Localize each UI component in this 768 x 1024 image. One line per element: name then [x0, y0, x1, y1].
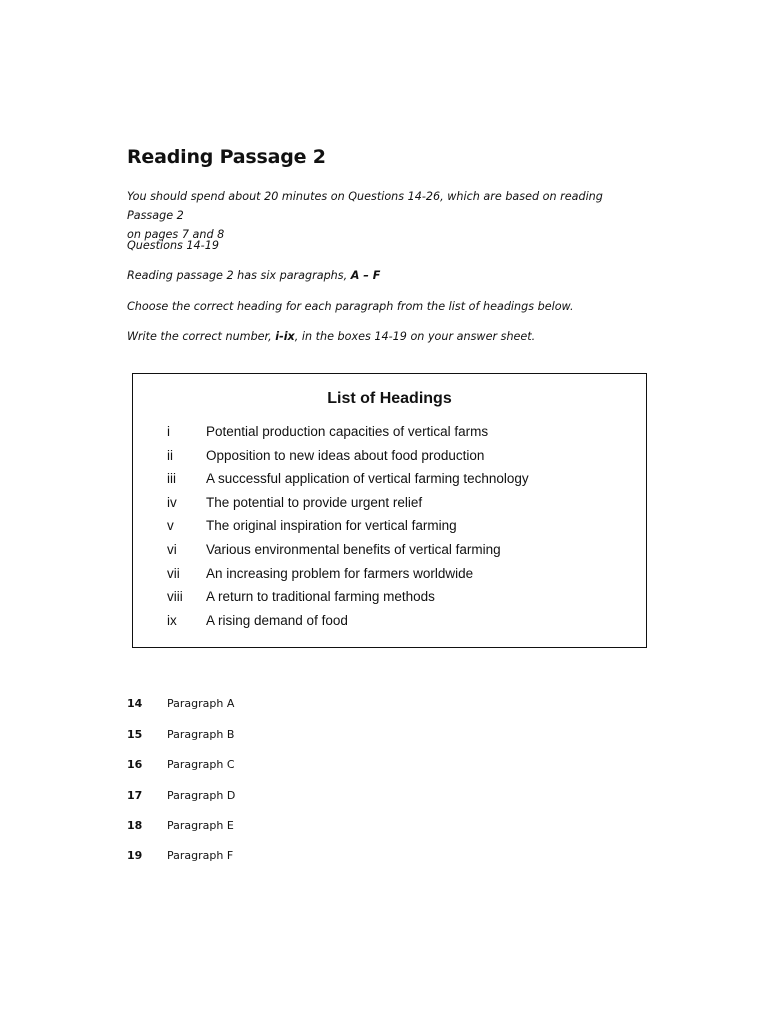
question-text: Paragraph C: [167, 758, 235, 771]
heading-text: Various environmental benefits of vertical farming: [206, 542, 501, 557]
heading-number: iii: [167, 471, 176, 486]
heading-number: iv: [167, 495, 177, 510]
time-instruction-line1: You should spend about 20 minutes on Questions 14-26, which are based on reading Passage 2: [127, 190, 603, 222]
write-instruction-suffix: , in the boxes 14-19 on your answer sheet.: [294, 330, 536, 343]
heading-text: A return to traditional farming methods: [206, 589, 435, 604]
question-number: 14: [127, 697, 143, 710]
heading-text: A successful application of vertical farming technology: [206, 471, 529, 486]
heading-number: i: [167, 424, 170, 439]
question-number: 15: [127, 728, 143, 741]
question-number: 16: [127, 758, 143, 771]
heading-text: A rising demand of food: [206, 613, 348, 628]
heading-text: The potential to provide urgent relief: [206, 495, 423, 510]
heading-number: vii: [167, 566, 180, 581]
heading-number: viii: [167, 589, 183, 604]
write-instruction: [127, 327, 647, 346]
question-text: Paragraph A: [167, 697, 235, 710]
page-title: Reading Passage 2: [127, 146, 326, 168]
heading-text: Potential production capacities of vertical farms: [206, 424, 489, 439]
heading-text: An increasing problem for farmers worldwide: [206, 566, 474, 581]
paragraphs-instruction-text: Reading passage 2 has six paragraphs,: [127, 269, 351, 282]
heading-number: v: [167, 518, 174, 533]
question-text: Paragraph E: [167, 819, 234, 832]
headings-box: [132, 373, 647, 648]
question-text: Paragraph B: [167, 728, 235, 741]
paragraphs-instruction: [127, 266, 647, 285]
write-instruction-prefix: Write the correct number,: [127, 330, 276, 343]
question-number: 18: [127, 819, 143, 832]
heading-number: vi: [167, 542, 177, 557]
headings-title: List of Headings: [327, 390, 452, 407]
question-number: 17: [127, 789, 143, 802]
question-number: 19: [127, 849, 143, 862]
choose-instruction: Choose the correct heading for each paragraph from the list of headings below.: [127, 300, 574, 313]
heading-text: The original inspiration for vertical farming: [206, 518, 457, 533]
heading-number: ix: [167, 613, 177, 628]
question-text: Paragraph D: [167, 789, 236, 802]
time-instruction-line2: on pages 7 and 8: [127, 228, 225, 241]
questions-range: Questions 14-19: [127, 239, 219, 252]
heading-number: ii: [167, 448, 173, 463]
write-instruction-range: i-ix: [275, 330, 295, 343]
question-text: Paragraph F: [167, 849, 234, 862]
paragraphs-range: A – F: [350, 269, 381, 282]
heading-text: Opposition to new ideas about food production: [206, 448, 485, 463]
